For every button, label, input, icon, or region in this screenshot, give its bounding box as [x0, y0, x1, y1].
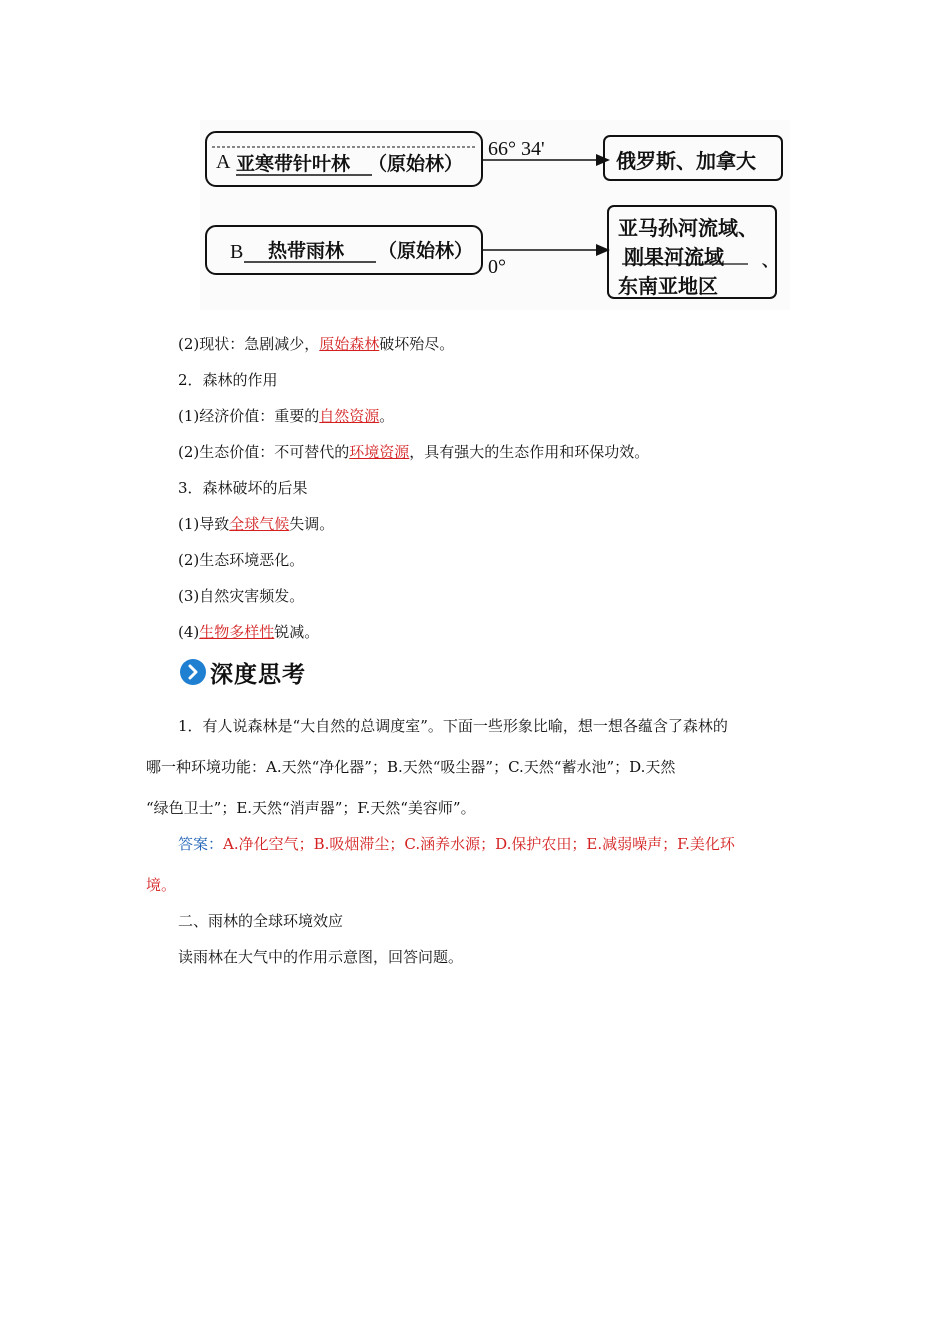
box-b-letter: B	[230, 241, 244, 263]
region-b-line2-tail: 、	[762, 251, 779, 270]
region-a-text: 俄罗斯、加拿大	[616, 149, 756, 173]
question-line-3: “绿色卫士”；E.天然“消声器”；F.天然“美容师”。	[146, 799, 476, 817]
economic-value-line: (1)经济价值：重要的自然资源。	[178, 407, 395, 425]
region-b-line2: 刚果河流域	[624, 245, 724, 269]
region-b-line3: 东南亚地区	[618, 274, 718, 298]
ecological-value-highlight: 环境资源	[349, 443, 410, 461]
box-a-forest-name: 亚寒带针叶林	[236, 153, 351, 175]
answer-line-2: 境。	[146, 876, 177, 894]
consequence-4: (4)生物多样性锐减。	[178, 623, 320, 641]
deep-thinking-title: 深度思考	[210, 661, 306, 688]
box-b-suffix: （原始林）	[378, 240, 474, 262]
status-line: (2)现状：急剧减少，原始森林破坏殆尽。	[178, 335, 455, 353]
consequence-1: (1)导致全球气候失调。	[178, 515, 335, 533]
status-highlight: 原始森林	[319, 335, 380, 353]
region-b-line1: 亚马孙河流域、	[618, 216, 758, 240]
forest-distribution-diagram	[200, 120, 790, 310]
ecological-value-line: (2)生态价值：不可替代的环境资源，具有强大的生态作用和环保功效。	[178, 443, 650, 461]
box-a-letter: A	[216, 151, 231, 173]
box-b-forest-name: 热带雨林	[268, 240, 345, 262]
question-line-2: 哪一种环境功能：A.天然“净化器”；B.天然“吸尘器”；C.天然“蓄水池”；D.天然	[146, 758, 676, 776]
answer-label: 答案：	[178, 835, 224, 853]
latitude-a: 66° 34'	[488, 138, 545, 160]
consequence-3: (3)自然灾害频发。	[178, 587, 305, 605]
box-a-suffix: （原始林）	[368, 153, 464, 175]
rainforest-prompt: 读雨林在大气中的作用示意图，回答问题。	[178, 948, 464, 966]
question-line-1: 1．有人说森林是“大自然的总调度室”。下面一些形象比喻，想一想各蕴含了森林的	[178, 717, 728, 735]
consequence-2: (2)生态环境恶化。	[178, 551, 305, 569]
answer-text: A.净化空气；B.吸烟滞尘；C.涵养水源；D.保护农田；E.减弱噪声；F.美化环	[223, 835, 735, 853]
consequence-1-highlight: 全球气候	[229, 515, 290, 533]
rainforest-section-heading: 二、雨林的全球环境效应	[178, 912, 344, 930]
chevron-right-icon	[180, 659, 206, 685]
answer-line-1	[178, 834, 735, 854]
deep-thinking-heading	[180, 655, 306, 689]
economic-value-highlight: 自然资源	[319, 407, 380, 425]
section2-heading: 2．森林的作用	[178, 371, 278, 389]
latitude-b: 0°	[488, 256, 506, 278]
consequence-4-highlight: 生物多样性	[199, 623, 275, 641]
section3-heading: 3．森林破坏的后果	[178, 479, 308, 497]
